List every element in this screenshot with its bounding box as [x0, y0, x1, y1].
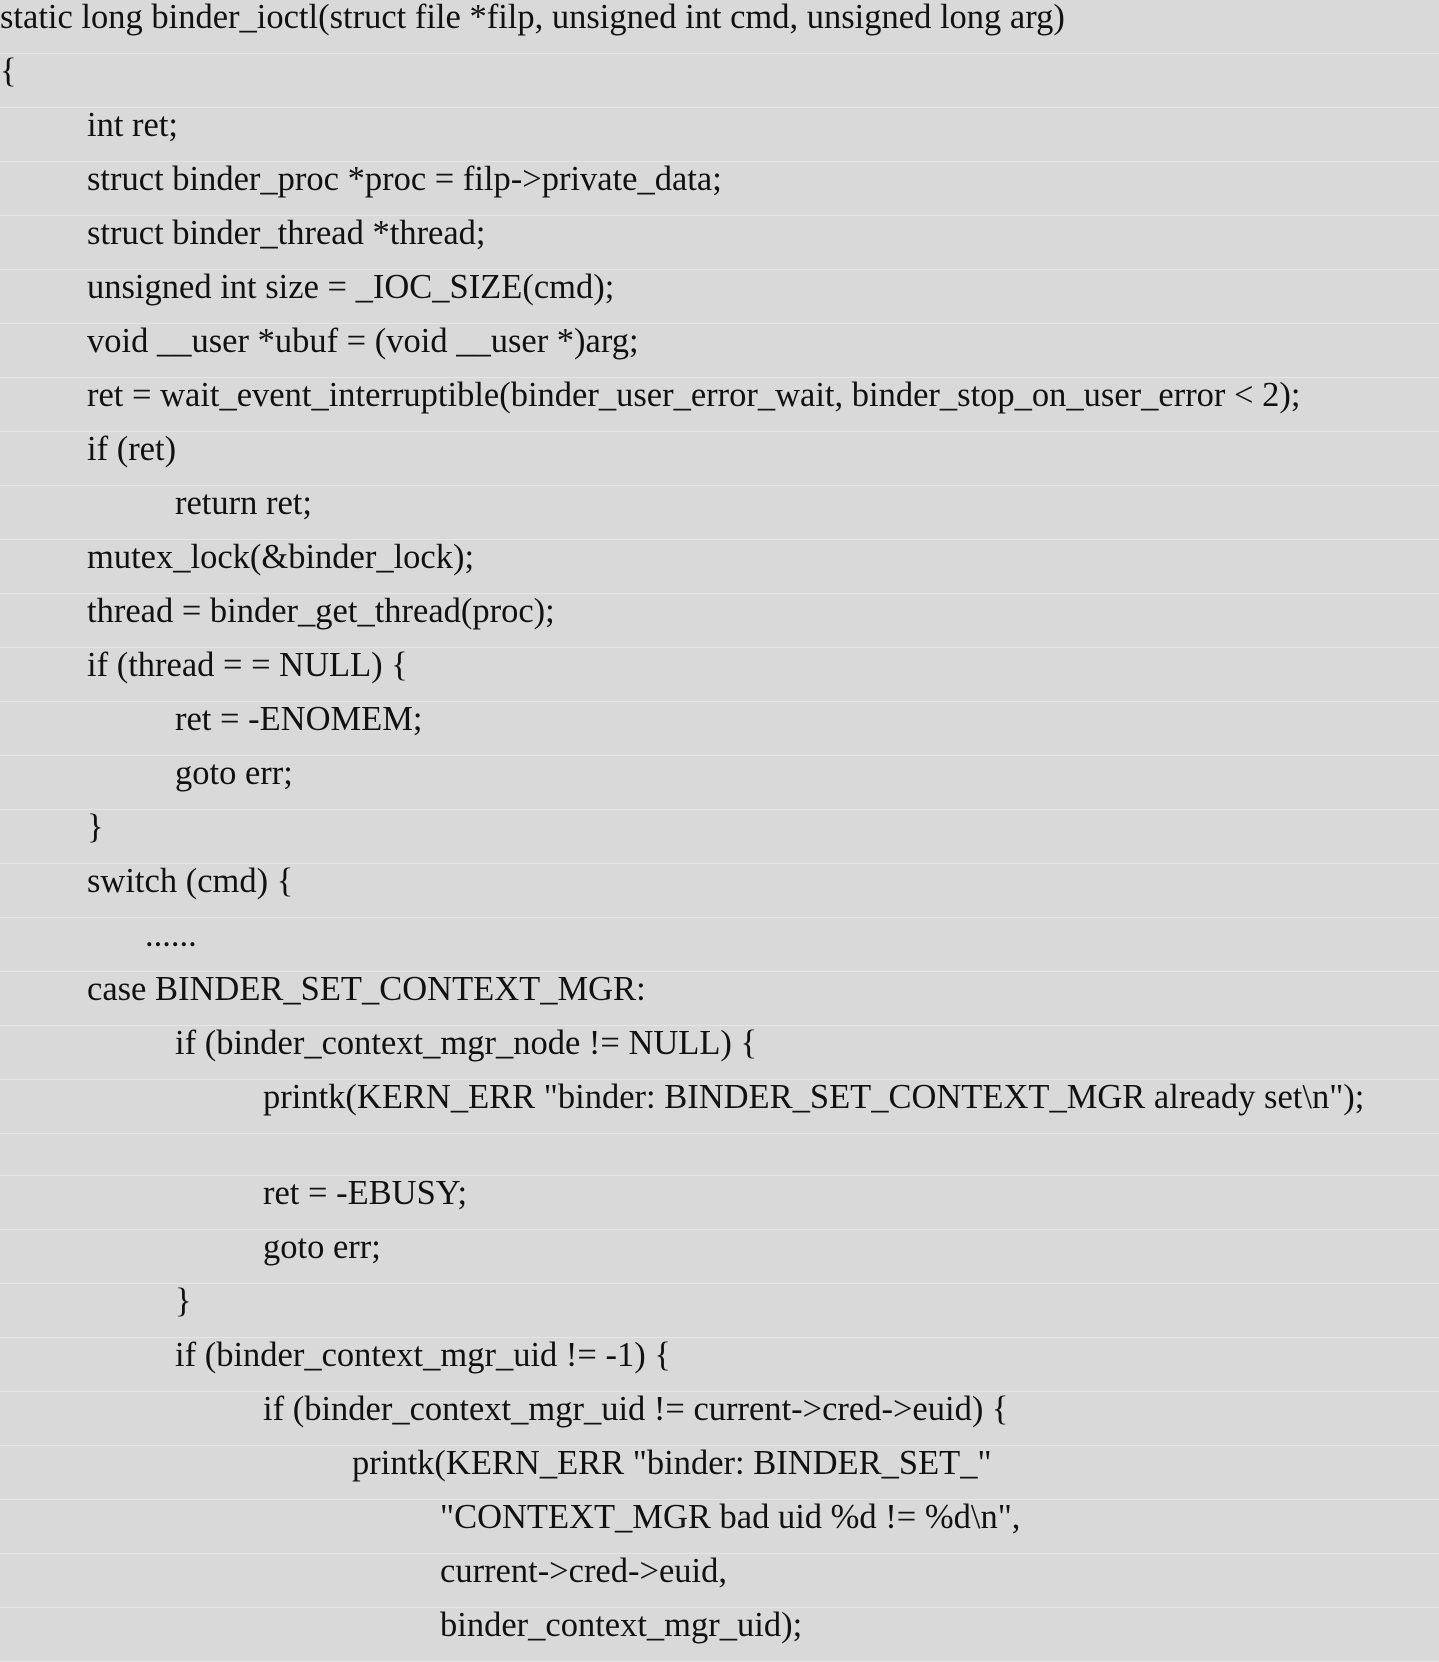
code-line	[0, 324, 1439, 378]
code-line	[0, 1176, 1439, 1230]
code-line-text: ret = -ENOMEM;	[175, 700, 423, 738]
code-line	[0, 0, 1439, 54]
code-line-text: unsigned int size = _IOC_SIZE(cmd);	[87, 268, 615, 306]
code-line	[0, 1500, 1439, 1554]
code-line	[0, 972, 1439, 1026]
code-line	[0, 1230, 1439, 1284]
code-line-text: }	[175, 1282, 192, 1320]
code-line	[0, 648, 1439, 702]
code-line	[0, 702, 1439, 756]
code-line	[0, 162, 1439, 216]
code-line-text: if (binder_context_mgr_uid != -1) {	[175, 1336, 671, 1374]
code-line	[0, 486, 1439, 540]
code-line-text: if (ret)	[87, 430, 177, 468]
code-line	[0, 918, 1439, 972]
code-line-text: "CONTEXT_MGR bad uid %d != %d\n",	[440, 1498, 1021, 1536]
code-line-text: case BINDER_SET_CONTEXT_MGR:	[87, 970, 646, 1008]
code-line-text: printk(KERN_ERR "binder: BINDER_SET_CONTEXT_MGR already set\n");	[263, 1078, 1365, 1116]
code-line-text: binder_context_mgr_uid);	[440, 1606, 803, 1644]
code-line	[0, 1080, 1439, 1134]
code-line	[0, 1026, 1439, 1080]
code-line-text: mutex_lock(&binder_lock);	[87, 538, 475, 576]
code-line-text: thread = binder_get_thread(proc);	[87, 592, 555, 630]
code-line-text: if (thread = = NULL) {	[87, 646, 408, 684]
code-line	[0, 270, 1439, 324]
code-line	[0, 378, 1439, 432]
code-line-text: struct binder_thread *thread;	[87, 214, 486, 252]
code-line-text: goto err;	[263, 1228, 381, 1266]
code-line	[0, 864, 1439, 918]
code-line	[0, 432, 1439, 486]
code-line	[0, 1392, 1439, 1446]
code-line	[0, 1338, 1439, 1392]
code-line-text: goto err;	[175, 754, 293, 792]
code-line	[0, 216, 1439, 270]
code-line-text: if (binder_context_mgr_uid != current->cred->euid) {	[263, 1390, 1009, 1428]
code-line	[0, 810, 1439, 864]
code-line	[0, 108, 1439, 162]
code-line-text: }	[87, 808, 104, 846]
code-line	[0, 540, 1439, 594]
code-line-text: printk(KERN_ERR "binder: BINDER_SET_"	[352, 1444, 992, 1482]
code-line-text: int ret;	[87, 106, 179, 144]
code-line	[0, 756, 1439, 810]
code-line	[0, 1608, 1439, 1662]
code-line-text: ret = -EBUSY;	[263, 1174, 468, 1212]
code-line-text: if (binder_context_mgr_node != NULL) {	[175, 1024, 758, 1062]
code-line-text: static long binder_ioctl(struct file *filp, unsigned int cmd, unsigned long arg)	[0, 0, 1065, 36]
code-line	[0, 54, 1439, 108]
code-line-text: ret = wait_event_interruptible(binder_user_error_wait, binder_stop_on_user_error < 2);	[87, 376, 1301, 414]
code-line-text: current->cred->euid,	[440, 1552, 727, 1590]
code-line-text: return ret;	[175, 484, 312, 522]
code-line-text: ......	[145, 916, 197, 954]
code-line-text: struct binder_proc *proc = filp->private_data;	[87, 160, 722, 198]
code-line-blank	[0, 1134, 1439, 1176]
code-line	[0, 594, 1439, 648]
code-line-text: void __user *ubuf = (void __user *)arg;	[87, 322, 639, 360]
code-line	[0, 1446, 1439, 1500]
code-line-text: switch (cmd) {	[87, 862, 294, 900]
code-line-text: {	[0, 52, 17, 90]
code-line	[0, 1284, 1439, 1338]
code-line	[0, 1554, 1439, 1608]
